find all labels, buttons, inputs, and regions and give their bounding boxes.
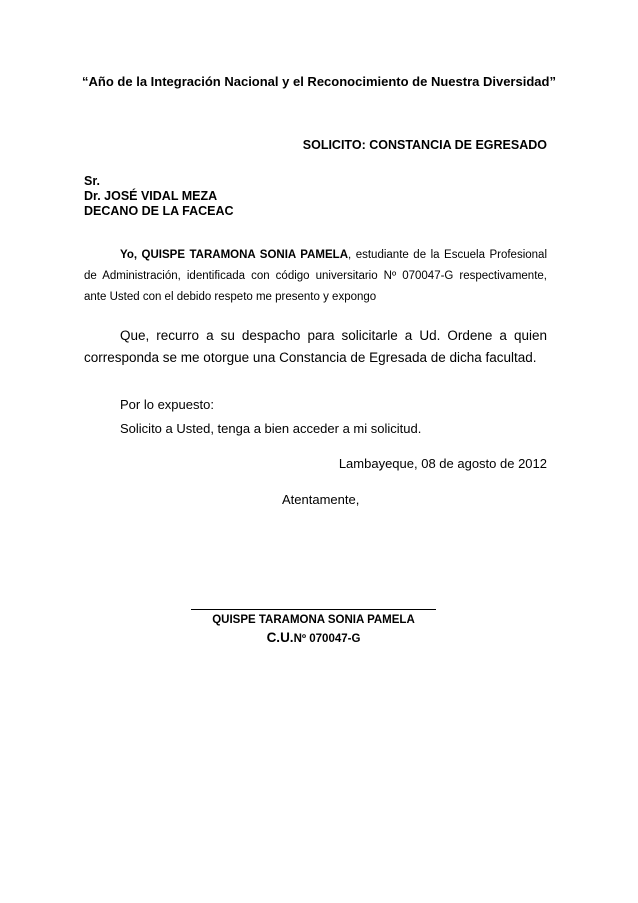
- paragraph-introduction: [84, 245, 547, 308]
- signature-line: [191, 609, 436, 610]
- paragraph-introduction-body: , estudiante de la Escuela Profesional de Administración, identificada con código universitario Nº 070047-G respectivamente, ante Usted con el debido respeto me presento y expongo: [84, 249, 547, 303]
- recipient-salutation: Sr.: [84, 174, 100, 188]
- place-date: Lambayeque, 08 de agosto de 2012: [338, 456, 547, 471]
- signature-code: [191, 630, 436, 645]
- closing-text: Atentamente,: [282, 492, 360, 507]
- request-line: Solicito a Usted, tenga a bien acceder a mi solicitud.: [120, 421, 422, 436]
- paragraph-introduction-name: Yo, QUISPE TARAMONA SONIA PAMELA: [120, 249, 349, 261]
- signature-name: QUISPE TARAMONA SONIA PAMELA: [212, 614, 415, 626]
- motto-heading: “Año de la Integración Nacional y el Reconocimiento de Nuestra Diversidad”: [82, 74, 556, 89]
- paragraph-request: [84, 325, 547, 369]
- by-the-above-line: Por lo expuesto:: [120, 397, 214, 412]
- recipient-block: [84, 174, 234, 219]
- paragraph-request-text: Que, recurro a su despacho para solicitarle a Ud. Ordene a quien corresponda se me otorgue una Constancia de Egresada de dicha facultad.: [84, 328, 547, 365]
- recipient-name: Dr. JOSÉ VIDAL MEZA: [84, 189, 218, 203]
- recipient-title: DECANO DE LA FACEAC: [84, 204, 234, 218]
- signature-code-value: Nº 070047-G: [293, 633, 361, 645]
- subject-line: SOLICITO: CONSTANCIA DE EGRESADO: [302, 138, 547, 152]
- signature-code-label: C.U.: [266, 630, 294, 645]
